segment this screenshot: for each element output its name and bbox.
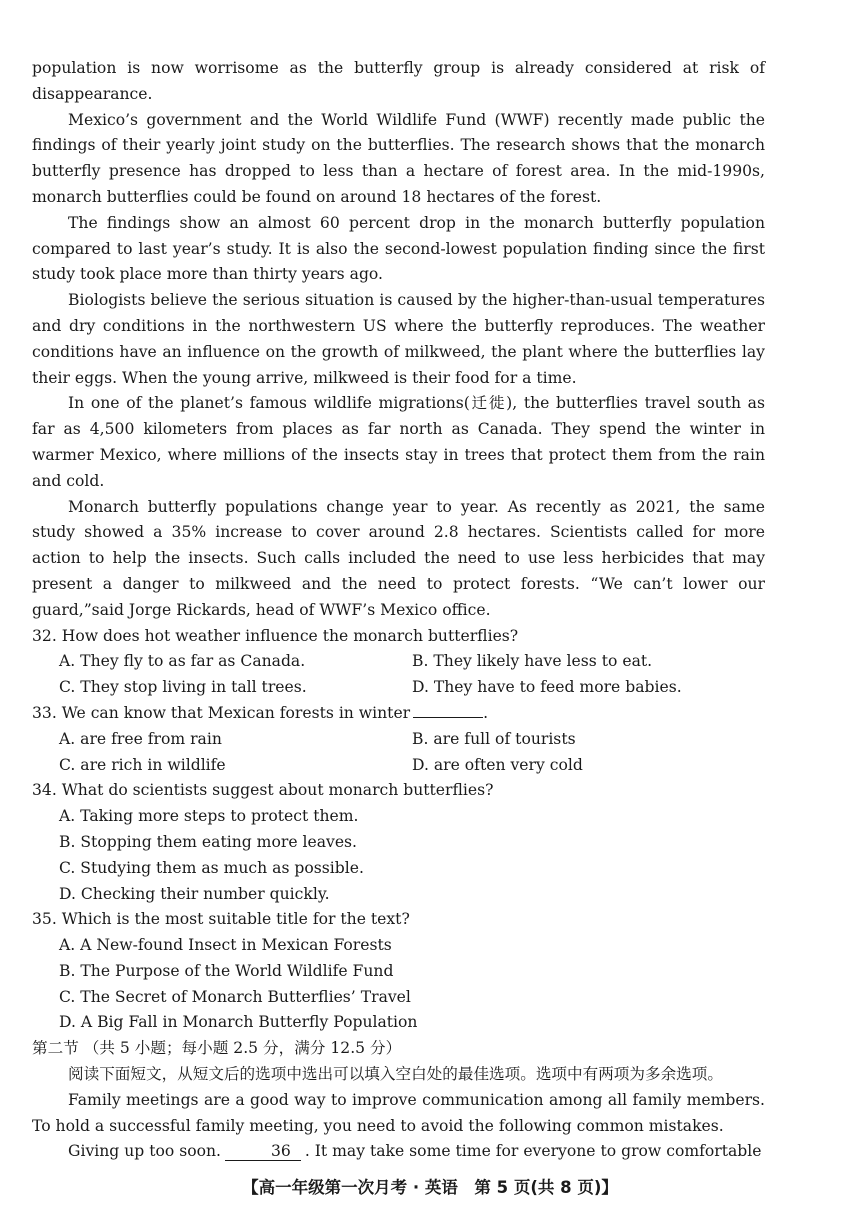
section-instruction: 阅读下面短文，从短文后的选项中选出可以填入空白处的最佳选项。选项中有两项为多余选项。 — [68, 1065, 723, 1084]
paragraph-rest: . It may take some time for everyone to grow comfortable — [304, 1142, 762, 1161]
option-d: D. are often very cold — [412, 755, 583, 774]
answer-blank-36: 36 — [225, 1142, 301, 1161]
question-33-stem: 33. We can know that Mexican forests in winter — [32, 703, 411, 722]
question-33-options — [32, 753, 765, 779]
page-text — [32, 56, 765, 1165]
question-32-options — [32, 649, 765, 675]
paragraph-start: Giving up too soon. — [68, 1142, 221, 1161]
option-c: C. The Secret of Monarch Butterflies’ Travel — [59, 987, 411, 1006]
question-34: 34. What do scientists suggest about monarch butterflies? — [32, 781, 494, 800]
option-a: A. A New-found Insect in Mexican Forests — [59, 936, 392, 955]
option-c: C. are rich in wildlife — [59, 755, 226, 774]
question-33-options — [32, 727, 765, 753]
passage-paragraph — [32, 1139, 765, 1165]
answer-blank — [413, 701, 483, 718]
option-d: D. They have to feed more babies. — [412, 678, 682, 697]
passage-paragraph: population is now worrisome as the butterfly group is already considered at risk of disappearance. — [32, 59, 765, 103]
option-b: B. The Purpose of the World Wildlife Fund — [59, 961, 394, 980]
passage-paragraph: In one of the planet’s famous wildlife migrations(迁徙), the butterflies travel south as far as 4,500 kilometers from places as far north as Canada. They spend the winter in warmer Mexico, where millions of the insects stay in trees that protect them from the rain and cold. — [32, 394, 765, 490]
passage-paragraph: Monarch butterfly populations change year to year. As recently as 2021, the same study showed a 35% increase to cover around 2.8 hectares. Scientists called for more action to help the insects. Such calls included the need to use less herbicides that may present a danger to milkweed and the need to protect forests. “We can’t lower our guard,”said Jorge Rickards, head of WWF’s Mexico office. — [32, 497, 765, 619]
passage-paragraph: Biologists believe the serious situation is caused by the higher-than-usual temperatures and dry conditions in the northwestern US where the butterfly reproduces. The weather conditions have an influence on the growth of milkweed, the plant where the butterflies lay their eggs. When the young arrive, milkweed is their food for a time. — [32, 291, 765, 387]
section-heading: 第二节 （共 5 小题；每小题 2.5 分，满分 12.5 分） — [32, 1039, 402, 1058]
option-b: B. They likely have less to eat. — [412, 652, 653, 671]
option-c: C. Studying them as much as possible. — [59, 858, 364, 877]
question-32: 32. How does hot weather influence the monarch butterflies? — [32, 626, 519, 645]
question-35: 35. Which is the most suitable title for the text? — [32, 910, 410, 929]
page-footer: 【高一年级第一次月考 · 英语 第 5 页(共 8 页)】 — [242, 1178, 618, 1197]
passage-paragraph: Mexico’s government and the World Wildlife Fund (WWF) recently made public the findings of their yearly joint study on the butterflies. The research shows that the monarch butterfly presence has dropped to less than a hectare of forest area. In the mid-1990s, monarch butterflies could be found on around 18 hectares of the forest. — [32, 110, 765, 206]
option-d: D. Checking their number quickly. — [59, 884, 330, 903]
option-b: B. Stopping them eating more leaves. — [59, 832, 358, 851]
passage-paragraph: The findings show an almost 60 percent drop in the monarch butterfly population compared to last year’s study. It is also the second-lowest population finding since the first study took place more than thirty years ago. — [32, 213, 765, 284]
option-a: A. are free from rain — [59, 729, 222, 748]
passage-paragraph: Family meetings are a good way to improve communication among all family members. To hold a successful family meeting, you need to avoid the following common mistakes. — [32, 1090, 765, 1135]
option-a: A. Taking more steps to protect them. — [59, 807, 359, 826]
option-d: D. A Big Fall in Monarch Butterfly Population — [59, 1013, 418, 1032]
question-32-options — [32, 675, 765, 701]
question-33 — [32, 701, 765, 727]
question-33-stem-end: . — [483, 703, 489, 722]
option-b: B. are full of tourists — [412, 729, 576, 748]
option-c: C. They stop living in tall trees. — [59, 678, 307, 697]
option-a: A. They fly to as far as Canada. — [59, 652, 306, 671]
